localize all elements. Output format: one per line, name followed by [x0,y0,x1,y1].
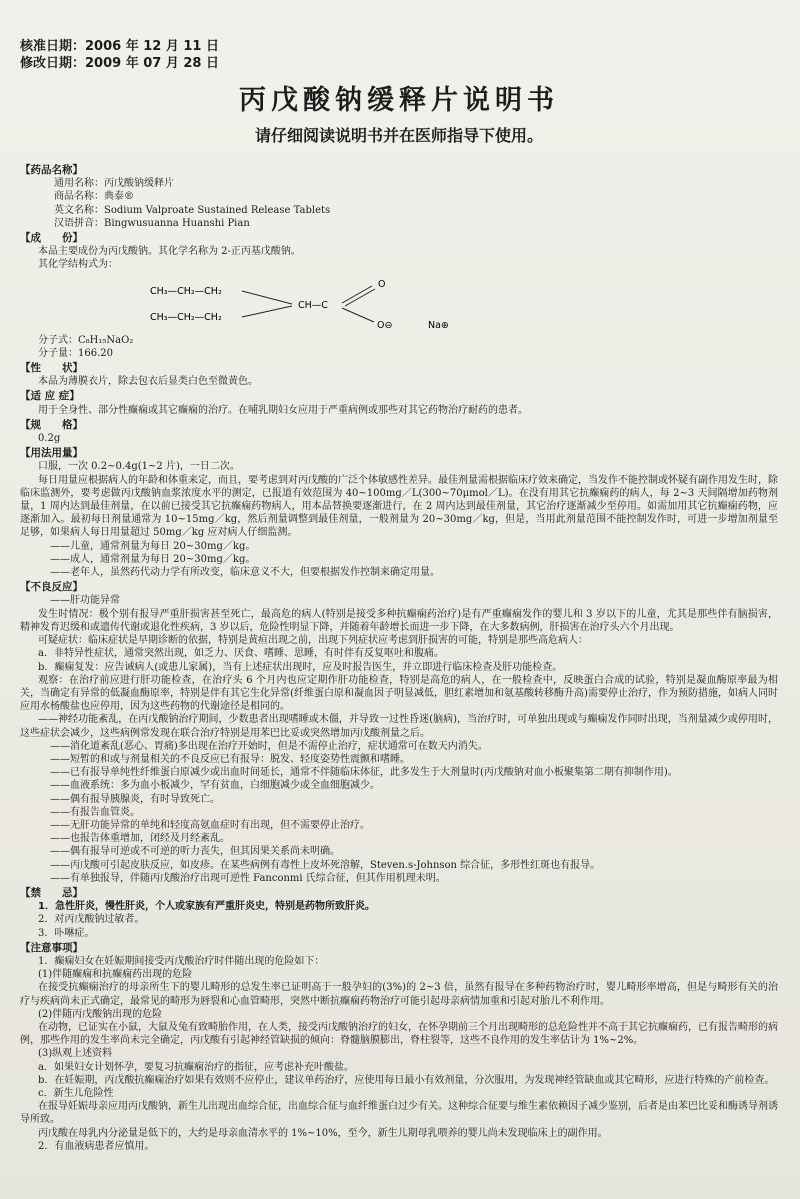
structure-diagram [20,274,490,332]
pinyin-name: 汉语拼音：Bingwusuanna Huanshi Pian [54,217,250,229]
trade-name: 商品名称：典泰® [54,191,134,203]
adverse-paragraph: ——神经功能紊乱，在丙戊酸钠治疗期间，少数患者出现嗜睡或木僵，并导致一过性昏迷(脑病)，当治疗时，可单独出现或与癫痫发作同时出现，当剂量减少或停用时，这些症状会减少，这些病例常发现在联合治疗特别是用苯巴比妥或突然增加丙戊酸剂量之后。 [20,714,778,739]
adverse-item: ——也报告体重增加，闭经及月经紊乱。 [50,833,230,845]
bond-top [242,291,292,304]
section-drug-name [20,164,778,230]
adverse-item: ——血液系统：多为血小板减少，罕有贫血，白细胞减少或全血细胞减少。 [50,780,380,792]
chain-bottom: CH₃—CH₂—CH₂ [150,311,222,323]
section-heading: 【规 格】 [20,418,83,431]
dosage-item: ——成人，通常剂量为每日 20~30mg／kg。 [50,553,256,565]
adverse-item: ——有单独报导，伴随丙戊酸治疗出现可逆性 Fanconmi 氏综合征，但其作用机理未明。 [50,872,446,884]
precaution-paragraph: 2．有血液病患者应慎用。 [38,1140,155,1152]
precaution-subheading: c．新生儿危险性 [38,1088,114,1099]
precaution-paragraph: a．如果妇女计划怀孕，要复习抗癫痫治疗的指征，应考虑补充叶酸盐。 [38,1061,354,1073]
adverse-paragraph: 观察：在治疗前应进行肝功能检查，在治疗头 6 个月内也应定期作肝功能检查，特别是高危的病人，在一般检查中，反映蛋白合成的试验，特别是凝血酶原率最为相关，当确定有异常的低凝血酶原率，特别是伴有其它生化异常(纤维蛋白原和凝血因子明显减低，胆红素增加和氨基酸转移酶升高)需要停止治疗，作为预防措施，如病人同时应用水杨酸盐也应停用，因为这些药物的代谢途径是相同的。 [20,674,778,713]
date-block [20,38,778,72]
molecular-weight: 分子量：166.20 [38,347,113,359]
approve-date: 核准日期：2006 年 12 月 11 日 [20,39,219,54]
adverse-item: ——有报告血管炎。 [50,806,140,818]
adverse-item: ——偶有报导胰腺炎，有时导致死亡。 [50,793,220,805]
adverse-paragraph: 可疑症状：临床症状是早期诊断的依据，特别是黄疸出现之前，出现下列症状应考虑到肝损害的可能，特别是那些高危病人： [38,635,588,647]
section-spec [20,419,778,445]
section-heading: 【注意事项】 [20,941,83,954]
precaution-paragraph: 丙戊酸在母乳内分泌量是低下的，大约是母亲血清水平的 1%~10%，至今，新生儿期母乳喂养的婴儿尚未发现临床上的副作用。 [38,1127,608,1139]
structure-label: 其化学结构式为： [38,259,118,271]
precaution-subheading: (1)伴随癫痫和抗癫痫药出现的危险 [38,969,193,981]
document-title: 丙戊酸钠缓释片说明书 [239,85,559,116]
adverse-item: ——丙戊酸可引起皮肤反应，如皮疹。在某些病例有毒性上皮坏死溶解，Steven.s-Johnson 综合征，多形性红斑也有报导。 [50,859,601,871]
english-name: 英文名称：Sodium Valproate Sustained Release Tablets [54,204,331,216]
carboxyl-ch: CH—C [298,299,328,311]
section-heading: 【性 状】 [20,362,83,375]
generic-name: 通用名称：丙戊酸钠缓释片 [54,178,174,190]
section-heading: 【不良反应】 [20,581,83,594]
indications-text: 用于全身性、部分性癫痫或其它癫痫的治疗。在哺乳期妇女应用于严重病例或那些对其它药物治疗耐药的患者。 [38,404,528,416]
molecular-formula: 分子式：C₈H₁₅NaO₂ [38,334,134,346]
single-bond [342,308,374,322]
adverse-paragraph: a．非特异性症状，通常突然出现，如乏力、厌食、嗜睡、思睡，有时伴有反复呕吐和腹痛。 [38,648,444,660]
adverse-item: ——偶有报导可逆或不可逆的听力丧失，但其因果关系尚未明确。 [50,846,340,858]
precaution-paragraph: 在报导妊娠母亲应用丙戊酸钠，新生儿出现出血综合征，出血综合征与血纤维蛋白过少有关。这种综合征要与维生素依赖因子减少鉴别，后者是由苯巴比妥和酶诱导剂诱导所致。 [20,1101,778,1126]
dosage-text: 口服，一次 0.2~0.4g(1~2 片)，一日二次。 [38,461,240,473]
precaution-paragraph: 在动物，已证实在小鼠，大鼠及兔有致畸胎作用，在人类，接受丙戊酸钠治疗的妇女，在怀孕期前三个月出现畸形的总危险性并不高于其它抗癫痫药，已有报告畸形的病例，那些作用的发生率尚未完全确定，丙戊酸有引起神经管缺损的倾向：脊髓脑膜膨出，脊柱裂等，这些不良作用的发生率估计为 1%~2%。 [20,1021,778,1047]
adverse-subheading: ——肝功能异常 [50,595,120,607]
contraindication-item: 2．对丙戊酸钠过敏者。 [38,914,145,926]
adverse-item: ——消化道紊乱(恶心、胃痛)多出现在治疗开始时，但是不需停止治疗，症状通常可在数天内消失。 [50,740,488,752]
precaution-paragraph: b．在妊娠期，丙戊酸抗癫痫治疗如果有效则不应停止，建议单药治疗，应使用每日最小有效剂量，分次服用，为发现神经管缺血或其它畸形，应进行特殊的产前检查。 [38,1074,775,1086]
adverse-item: ——无肝功能异常的单纯和轻度高氨血症时有出现，但不需要停止治疗。 [50,819,370,831]
section-precautions [20,942,778,1153]
dosage-item: ——老年人，虽然药代动力学有所改变，临床意义不大，但要根据发作控制来确定用量。 [50,567,440,579]
section-heading: 【药品名称】 [20,164,83,176]
precaution-subheading: (2)伴随丙戊酸钠出现的危险 [38,1008,163,1020]
section-properties [20,362,778,388]
section-composition [20,232,778,360]
adverse-item: ——已有报导单纯性纤维蛋白原减少或出血时间延长，通常不伴随临床体征，此多发生于大剂量时(丙戊酸钠对血小板聚集第二期有抑制作用)。 [50,767,678,779]
precaution-paragraph: 1．癫痫妇女在妊娠期间接受丙戊酸治疗时伴随出现的危险如下： [38,955,325,967]
section-indications [20,390,778,416]
properties-text: 本品为薄膜衣片，除去包衣后显类白色至微黄色。 [38,376,258,388]
section-contraindications [20,887,778,940]
chemical-structure [20,274,778,332]
double-bond-b [345,289,375,306]
document-subtitle: 请仔细阅读说明书并在医师指导下使用。 [254,126,543,145]
adverse-paragraph: 发生时情况：极个别有报导严重肝损害甚至死亡，最高危的病人(特别是接受多种抗癫痫药治疗)是有严重癫痫发作的婴儿和 3 岁以下的儿童，尤其是那些伴有脑损害，精神发育迟缓和或遗传代谢或退化性疾病，3 岁以后，危险性明显下降，并随着年龄增长而进一步下降，在大多数病例，肝损害在治疗头六个月出现。 [20,608,778,633]
oxygen-bottom: O⊖ [377,319,393,331]
contraindication-item: 1．急性肝炎，慢性肝炎，个人或家族有严重肝炎史，特别是药物所致肝炎。 [38,901,375,913]
composition-text: 本品主要成份为丙戊酸钠。其化学名称为 2-正丙基戊酸钠。 [38,246,301,258]
spec-text: 0.2g [38,433,61,445]
section-heading: 【禁 忌】 [20,886,83,899]
precaution-subheading: (3)纵观上述资料 [38,1048,113,1060]
section-heading: 【用法用量】 [20,447,83,460]
section-heading: 【成 份】 [20,232,83,245]
contraindication-item: 3．卟啉症。 [38,927,95,939]
chain-top: CH₃—CH₂—CH₂ [150,285,222,297]
dosage-item: ——儿童，通常剂量为每日 20~30mg／kg。 [50,540,256,552]
adverse-paragraph: b．癫痫复发：应告诫病人(或患儿家属)，当有上述症状出现时，应及时报告医生，并立即进行临床检查及肝功能检查。 [38,661,563,673]
dosage-paragraph: 每日用量应根据病人的年龄和体重来定，而且，要考虑到对丙戊酸的广泛个体敏感性差异。最佳剂量需根据临床疗效来确定，当发作不能控制或怀疑有副作用发生时，除临床监测外，要考虑做丙戊酸钠血浆浓度水平的测定，已报道有效范围为 40~100mg／L(300~70μmol／L)。在没有用其它抗癫痫药的病人，每 2~3 天间隔增加药物剂量，1 周内达到最佳剂量，在以前已接受其它抗癫痫药物病人，用本品替换要逐渐进行，在 2 周内达到最佳剂量，其它治疗逐渐减少至停用。如需加用其它抗癫痫药物，应逐渐加入。最初每日剂量通常为 10~15mg／kg，然后剂量调整到最佳剂量，一般剂量为 20~30mg／kg，但是，当用此剂量范围不能控制发作时，可进一步增加剂量至足够，如果病人每日用量超过 50mg／kg 应对病人仔细监测。 [20,474,778,539]
section-adverse-reactions [20,581,778,885]
bond-bottom [242,306,292,317]
double-bond-a [342,286,372,303]
oxygen-top: O [378,278,386,290]
sodium-ion: Na⊕ [428,319,449,331]
section-heading: 【适 应 症】 [20,390,80,403]
revise-date: 修改日期：2009 年 07 月 28 日 [20,56,219,71]
section-dosage [20,447,778,579]
adverse-item: ——短暂的和或与剂量相关的不良反应已有报导：脱发、轻度姿势性震颤和嗜睡。 [50,753,410,765]
precaution-paragraph: 在接受抗癫痫治疗的母亲所生下的婴儿畸形的总发生率已证明高于一般孕妇的(3%)的 2~3 倍，虽然有报导在多种药物治疗时，婴儿畸形率增高，但是与畸形有关的治疗与疾病尚未正式确定，最常见的畸形为唇裂和心血管畸形，突然中断抗癫痫药物治疗可能引起母亲病情加重和引起对胎儿不利作用。 [20,982,778,1007]
